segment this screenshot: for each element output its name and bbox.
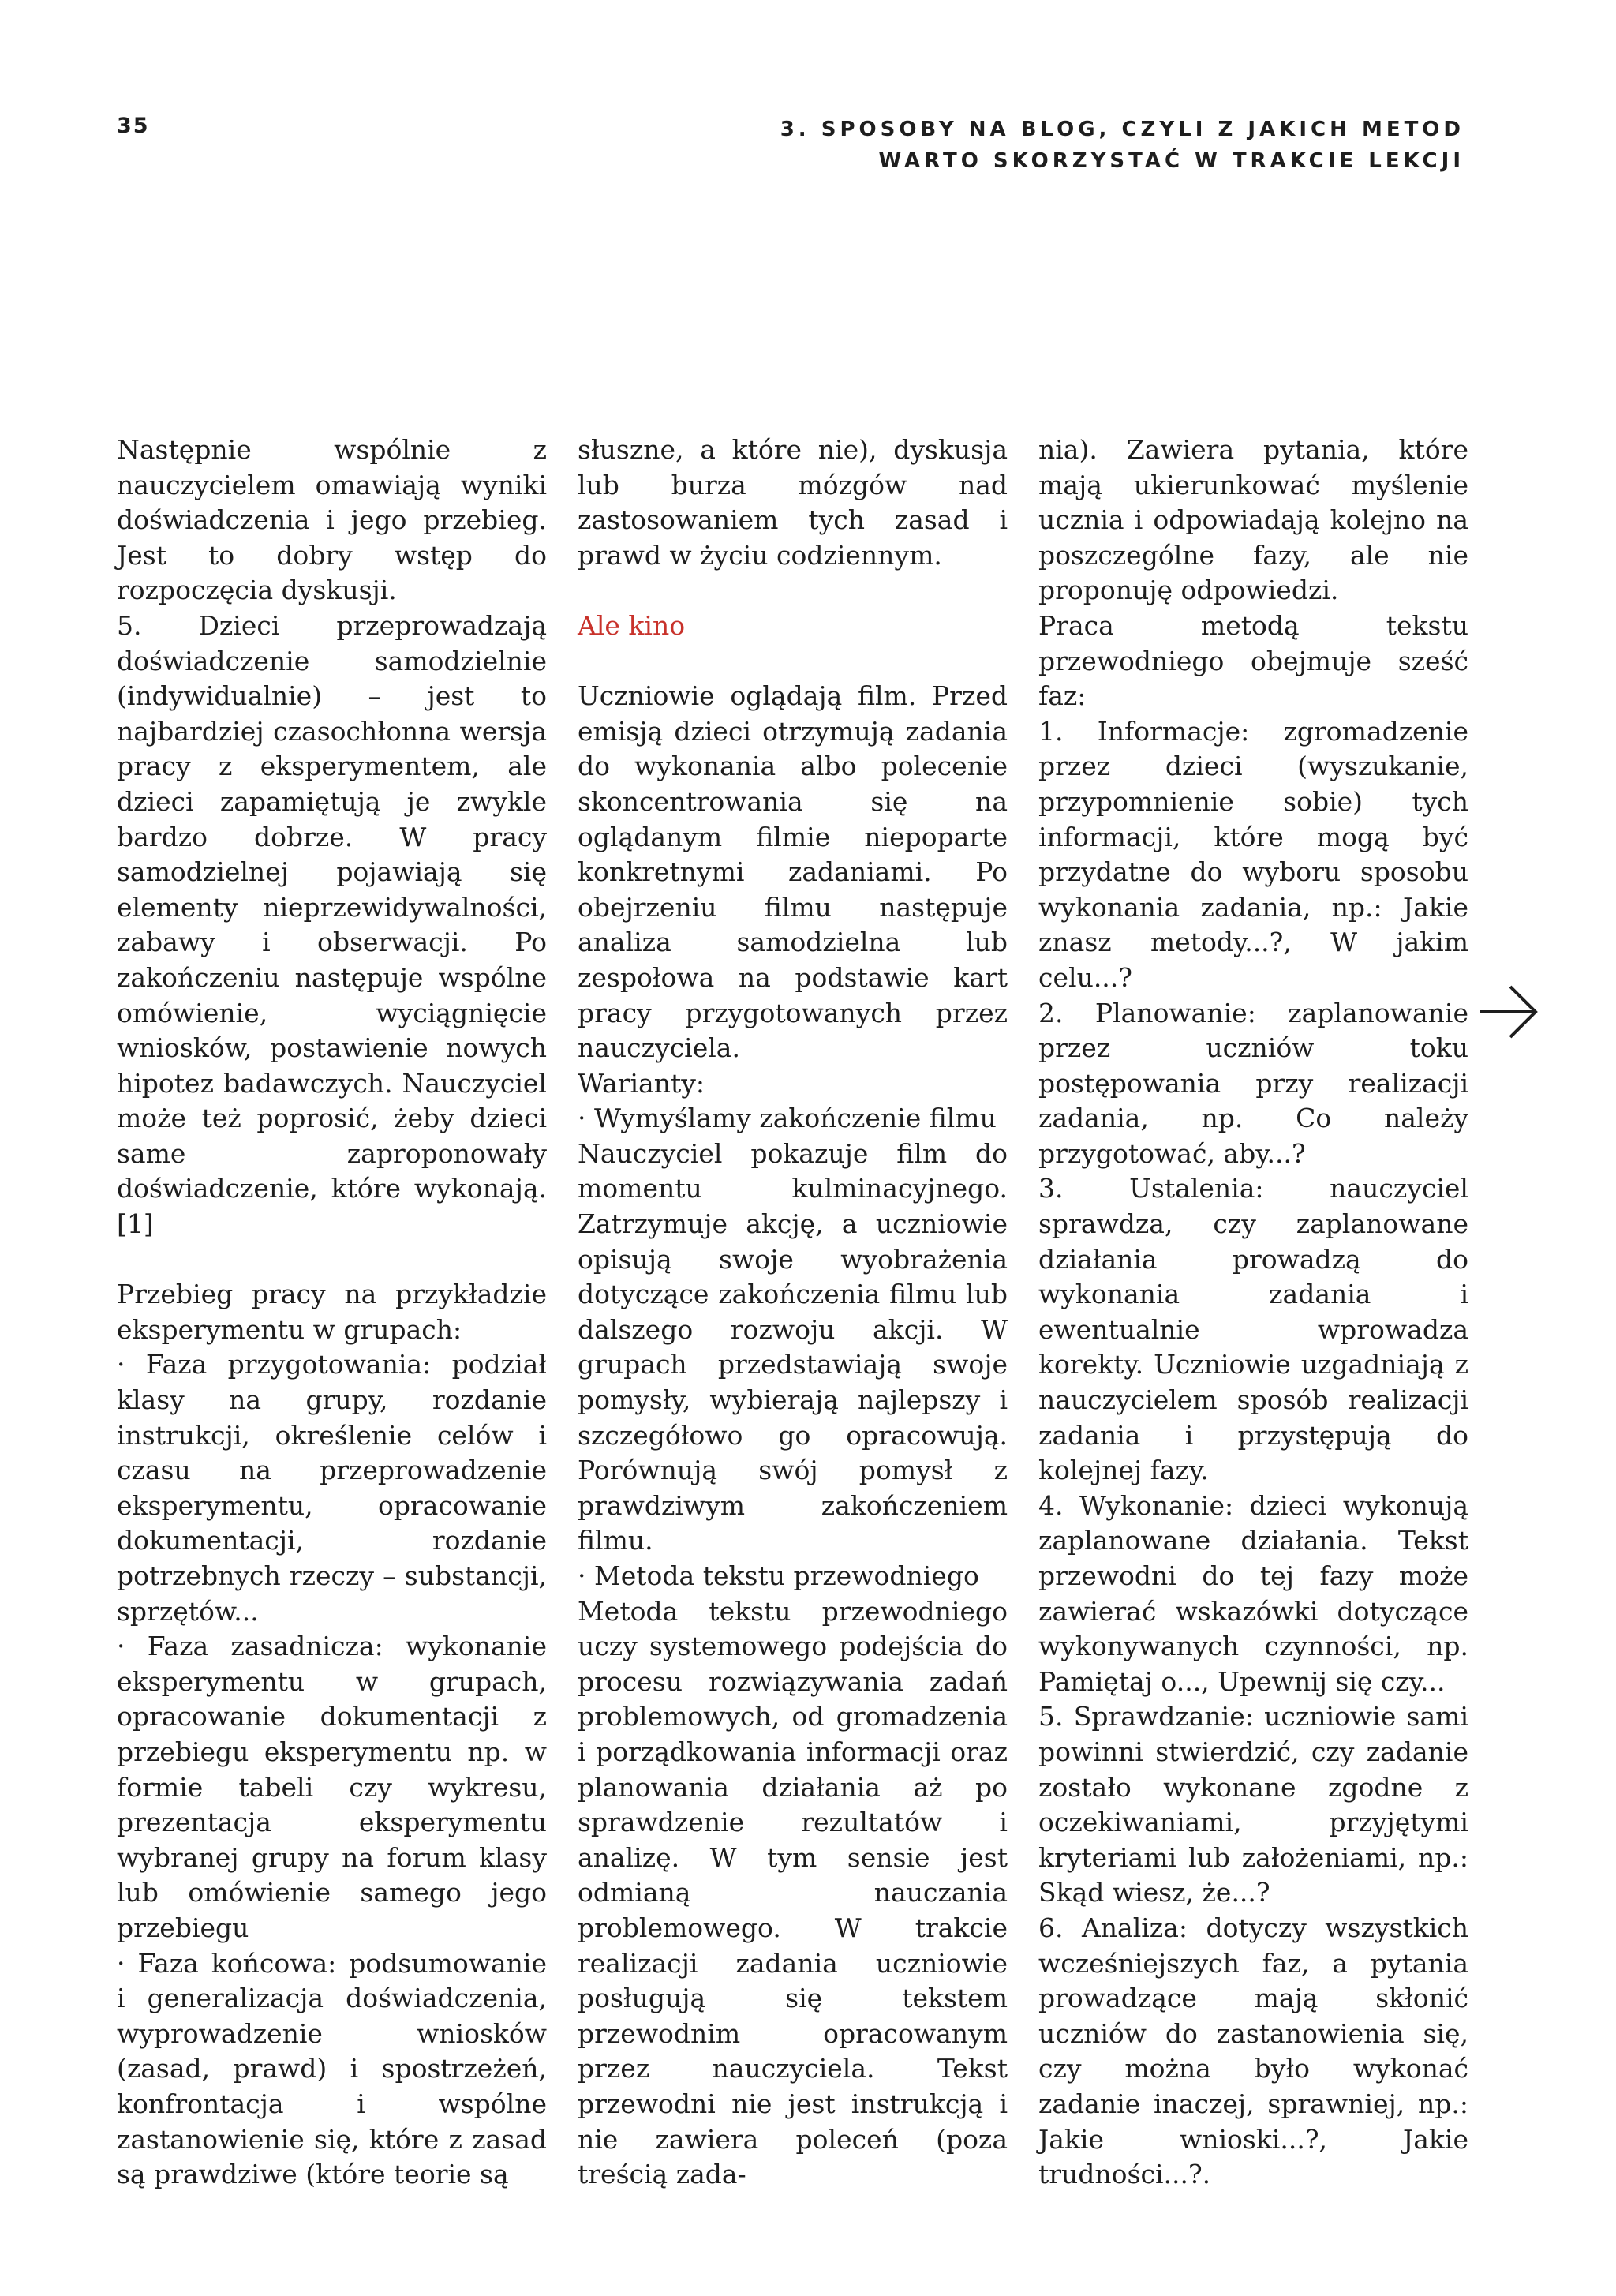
list-item: 6. Analiza: dotyczy wszystkich wcześniejszych faz, a pytania prowadzące mają skłonić uczniów do zastanowienia się, czy można było wykonać zadanie inaczej, sprawniej, np.: Jakie wnioski...?, Jakie trudności...?. (1038, 1912, 1468, 2190)
paragraph: Przebieg pracy na przykładzie eksperymentu w grupach: (117, 1279, 547, 1345)
paragraph: Nauczyciel pokazuje film do momentu kulminacyjnego. Zatrzymuje akcję, a uczniowie opisują swoje wyobrażenia dotyczące zakończenia filmu lub dalszego rozwoju akcji. W grupach przedstawiają swoje pomysły, wybierają najlepszy i szczegółowo go opracowują. Porównują swój pomysł z prawdziwym zakończeniem filmu. (578, 1137, 1008, 1556)
text-column-1 (117, 433, 547, 2193)
section-heading: Ale kino (578, 609, 686, 641)
paragraph: Uczniowie oglądają film. Przed emisją dzieci otrzymują zadania do wykonania albo polecenie skoncentrowania się na oglądanym filmie niepoparte konkretnymi zadaniami. Po obejrzeniu filmu następuje analiza samodzielna lub zespołowa na podstawie kart pracy przygotowanych przez nauczyciela. (578, 680, 1008, 1064)
list-item: 1. Informacje: zgromadzenie przez dzieci (wyszukanie, przypomnienie sobie) tych informacji, które mogą być przydatne do wyboru sposobu wykonania zadania, np.: Jakie znasz metody...?, W jakim celu...? (1038, 715, 1468, 993)
arrow-right-icon[interactable] (1477, 980, 1540, 1043)
page-number: 35 (117, 114, 150, 138)
list-item: 2. Planowanie: zaplanowanie przez uczniów toku postępowania przy realizacji zadania, np. Co należy przygotować, aby...? (1038, 997, 1468, 1169)
paragraph: Praca metodą tekstu przewodniego obejmuje sześć faz: (1038, 609, 1468, 712)
list-item: · Faza zasadnicza: wykonanie eksperymentu w grupach, opracowanie dokumentacji z przebiegu eksperymentu np. w formie tabeli czy wykresu, prezentacja eksperymentu wybranej grupy na forum klasy lub omówienie samego jego przebiegu (117, 1631, 547, 1943)
paragraph: Metoda tekstu przewodniego uczy systemowego podejścia do procesu rozwiązywania zadań problemowych, od gromadzenia i porządkowania informacji oraz planowania działania aż po sprawdzenie rezultatów i analizę. W tym sensie jest odmianą nauczania problemowego. W trakcie realizacji zadania uczniowie posługują się tekstem przewodnim opracowanym przez nauczyciela. Tekst przewodni nie jest instrukcją i nie zawiera poleceń (poza treścią zada- (578, 1595, 1008, 2190)
paragraph: słuszne, a które nie), dyskusja lub burza mózgów nad zastosowaniem tych zasad i prawd w życiu codziennym. (578, 434, 1008, 571)
running-header-line-2: WARTO SKORZYSTAĆ W TRAKCIE LEKCJI (878, 149, 1464, 173)
text-column-3 (1038, 433, 1468, 2193)
list-item: 5. Sprawdzanie: uczniowie sami powinni stwierdzić, czy zadanie zostało wykonane zgodne z oczekiwaniami, przyjętymi kryteriami lub założeniami, np.: Skąd wiesz, że...? (1038, 1701, 1468, 1908)
text-column-2 (578, 433, 1008, 2193)
list-item: · Metoda tekstu przewodniego (578, 1560, 979, 1591)
paragraph: 5. Dzieci przeprowadzają doświadczenie samodzielnie (indywidualnie) – jest to najbardziej czasochłonna wersja pracy z eksperymentem, ale dzieci zapamiętują je zwykle bardzo dobrze. W pracy samodzielnej pojawiają się elementy nieprzewidywalności, zabawy i obserwacji. Po zakończeniu następuje wspólne omówienie, wyciągnięcie wniosków, postawienie nowych hipotez badawczych. Nauczyciel może też poprosić, żeby dzieci same zaproponowały doświadczenie, które wykonają. [1] (117, 609, 547, 1240)
list-item: · Faza przygotowania: podział klasy na grupy, rozdanie instrukcji, określenie celów i czasu na przeprowadzenie eksperymentu, opracowanie dokumentacji, rozdanie potrzebnych rzeczy – substancji, sprzętów... (117, 1349, 547, 1627)
paragraph: Następnie wspólnie z nauczycielem omawiają wyniki doświadczenia i jego przebieg. Jest to dobry wstęp do rozpoczęcia dyskusji. (117, 434, 547, 606)
list-item: 4. Wykonanie: dzieci wykonują zaplanowane działania. Tekst przewodni do tej fazy może zawierać wskazówki dotyczące wykonywanych czynności, np. Pamiętaj o..., Upewnij się czy... (1038, 1489, 1468, 1697)
list-item: 3. Ustalenia: nauczyciel sprawdza, czy zaplanowane działania prowadzą do wykonania zadania i ewentualnie wprowadza korekty. Uczniowie uzgadniają z nauczycielem sposób realizacji zadania i przystępują do kolejnej fazy. (1038, 1173, 1468, 1486)
running-header (780, 114, 1464, 177)
list-item: · Wymyślamy zakończenie filmu (578, 1103, 997, 1134)
paragraph: Warianty: (578, 1067, 705, 1099)
list-item: · Faza końcowa: podsumowanie i generalizacja doświadczenia, wyprowadzenie wniosków (zasad, prawd) i spostrzeżeń, konfrontacja i wspólne zastanowienie się, które z zasad są prawdziwe (które teorie są (117, 1947, 547, 2190)
running-header-line-1: 3. SPOSOBY NA BLOG, CZYLI Z JAKICH METOD (780, 118, 1464, 141)
paragraph: nia). Zawiera pytania, które mają ukierunkować myślenie ucznia i odpowiadają kolejno na poszczególne fazy, ale nie proponuję odpowiedzi. (1038, 434, 1468, 606)
